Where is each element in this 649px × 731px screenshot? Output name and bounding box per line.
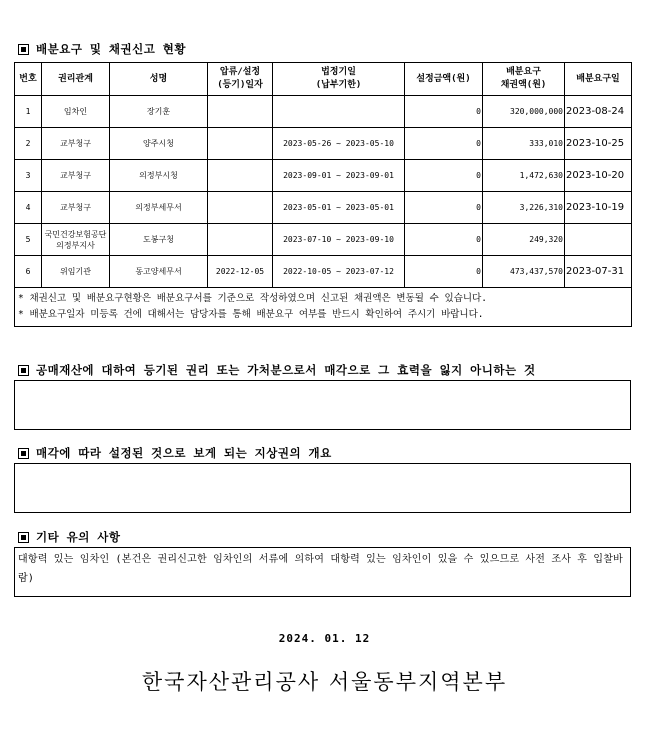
cell-claim-amount: 320,000,000 [483,96,565,128]
cell-set-amount: 0 [405,224,483,256]
cell-claim-amount: 333,010 [483,128,565,160]
cell-no: 2 [15,128,42,160]
square-bullet-icon [18,365,29,376]
cell-legal-date: 2023-09-01 ~ 2023-09-01 [273,160,405,192]
cell-name: 동고양세무서 [110,256,208,288]
section-title-text: 기타 유의 사항 [36,530,121,544]
cell-name: 의정부세무서 [110,192,208,224]
table-row [15,224,632,256]
cell-request-date: 2023-10-19 [565,192,632,224]
section-title-text: 매각에 따라 설정된 것으로 보게 되는 지상권의 개요 [36,446,332,460]
table-row [15,256,632,288]
header-request-date: 배분요구일 [565,63,632,96]
cell-name: 의정부시청 [110,160,208,192]
section-title-distribution [18,41,186,57]
cell-name: 양주시청 [110,128,208,160]
cell-no: 6 [15,256,42,288]
cell-no: 3 [15,160,42,192]
cell-set-amount: 0 [405,256,483,288]
section-title-text: 배분요구 및 채권신고 현황 [36,42,186,56]
header-right-relation: 권리관계 [42,63,110,96]
cell-request-date: 2023-08-24 [565,96,632,128]
table-row [15,96,632,128]
section-title-effective-rights [18,362,536,378]
cell-no: 4 [15,192,42,224]
cell-seizure-date [208,224,273,256]
cell-seizure-date [208,192,273,224]
section-title-text: 공매재산에 대하여 등기된 권리 또는 가처분으로서 매각으로 그 효력을 잃지 아니하는 것 [36,363,536,377]
cell-seizure-date: 2022-12-05 [208,256,273,288]
cell-request-date: 2023-07-31 [565,256,632,288]
header-set-amount: 설정금액(원) [405,63,483,96]
cell-no: 5 [15,224,42,256]
note-line-2: * 배분요구일자 미등록 건에 대해서는 담당자를 통해 배분요구 여부를 반드시 확인하여 주시기 바랍니다. [18,309,484,320]
effective-rights-box [14,380,631,430]
table-note-row [15,288,632,327]
cell-claim-amount: 473,437,570 [483,256,565,288]
square-bullet-icon [18,448,29,459]
header-claim-amount: 배분요구 채권액(원) [483,63,565,96]
surface-rights-box [14,463,631,513]
cell-request-date: 2023-10-20 [565,160,632,192]
cell-claim-amount: 3,226,310 [483,192,565,224]
cell-seizure-date [208,128,273,160]
table-header-row [15,63,632,96]
table-row [15,128,632,160]
cell-legal-date: 2022-10-05 ~ 2023-07-12 [273,256,405,288]
section-title-surface-rights [18,445,332,461]
cell-relation: 교부청구 [42,192,110,224]
cell-relation: 국민건강보험공단 의정부지사 [42,224,110,256]
cell-set-amount: 0 [405,96,483,128]
cell-claim-amount: 1,472,630 [483,160,565,192]
cell-legal-date: 2023-05-26 ~ 2023-05-10 [273,128,405,160]
header-legal-date: 법정기일 (납부기한) [273,63,405,96]
cell-legal-date: 2023-05-01 ~ 2023-05-01 [273,192,405,224]
cell-name: 장기훈 [110,96,208,128]
organization-name: 한국자산관리공사 서울동부지역본부 [141,670,508,694]
cell-no: 1 [15,96,42,128]
cell-relation: 교부청구 [42,128,110,160]
distribution-table [14,62,632,327]
note-line-1: * 채권신고 및 배분요구현황은 배분요구서를 기준으로 작성하였으며 신고된 채권액은 변동될 수 있습니다. [18,293,487,304]
table-note [15,288,632,327]
section-title-other-notes [18,529,121,545]
cell-relation: 교부청구 [42,160,110,192]
other-notes-content: 대항력 있는 임차인 (본건은 권리신고한 임차인의 서류에 의하여 대항력 있는 임차인이 있을 수 있으므로 사전 조사 후 입찰바람) [18,554,623,584]
header-no: 번호 [15,63,42,96]
other-notes-box [14,547,631,597]
cell-set-amount: 0 [405,192,483,224]
document-date: 2024. 01. 12 [278,632,371,645]
cell-seizure-date [208,160,273,192]
header-name: 성명 [110,63,208,96]
square-bullet-icon [18,532,29,543]
table-row [15,192,632,224]
cell-set-amount: 0 [405,160,483,192]
cell-request-date: 2023-10-25 [565,128,632,160]
cell-legal-date [273,96,405,128]
cell-claim-amount: 249,320 [483,224,565,256]
table-row [15,160,632,192]
cell-relation: 임차인 [42,96,110,128]
cell-seizure-date [208,96,273,128]
cell-name: 도봉구청 [110,224,208,256]
cell-request-date [565,224,632,256]
header-seizure-date: 압류/설정 (등기)일자 [208,63,273,96]
cell-legal-date: 2023-07-10 ~ 2023-09-10 [273,224,405,256]
square-bullet-icon [18,44,29,55]
cell-relation: 위임기관 [42,256,110,288]
cell-set-amount: 0 [405,128,483,160]
